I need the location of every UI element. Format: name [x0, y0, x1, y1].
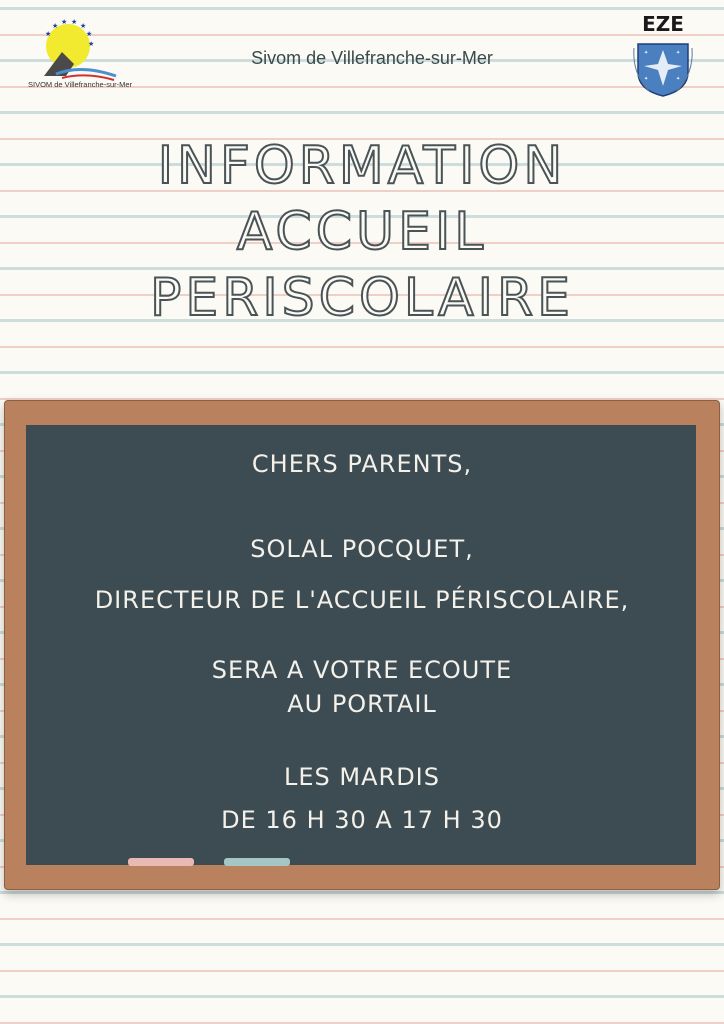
svg-text:★: ★: [71, 18, 78, 26]
title-line-1: INFORMATION: [157, 136, 567, 196]
svg-text:★: ★: [86, 30, 93, 38]
board-message-line1: SERA A VOTRE ECOUTE: [211, 656, 513, 684]
svg-text:✦: ✦: [644, 76, 649, 82]
logo-left-caption: SIVOM de Villefranche-sur-Mer: [28, 80, 133, 89]
svg-text:★: ★: [45, 30, 52, 38]
logo-right-label: EZE: [642, 12, 684, 36]
chalkboard: [26, 425, 696, 865]
title-line-3: PERISCOLAIRE: [150, 268, 574, 328]
svg-text:★: ★: [88, 40, 95, 48]
header-organization: Sivom de Villefranche-sur-Mer: [251, 48, 493, 68]
pink-chalk: [128, 858, 194, 866]
teal-chalk: [224, 858, 290, 866]
board-message-line2: AU PORTAIL: [287, 690, 437, 718]
board-greeting: CHERS PARENTS,: [251, 450, 473, 478]
svg-text:★: ★: [52, 22, 59, 30]
svg-text:★: ★: [80, 22, 87, 30]
board-name: SOLAL POCQUET,: [250, 535, 474, 563]
svg-text:✦: ✦: [676, 50, 681, 56]
board-schedule-time: DE 16 H 30 A 17 H 30: [221, 806, 503, 834]
svg-text:✦: ✦: [676, 76, 681, 82]
svg-text:★: ★: [61, 18, 68, 26]
board-role: DIRECTEUR DE L'ACCUEIL PÉRISCOLAIRE,: [94, 586, 630, 614]
svg-text:✦: ✦: [644, 50, 649, 56]
board-schedule-day: LES MARDIS: [284, 763, 440, 791]
title-line-2: ACCUEIL: [236, 202, 488, 262]
